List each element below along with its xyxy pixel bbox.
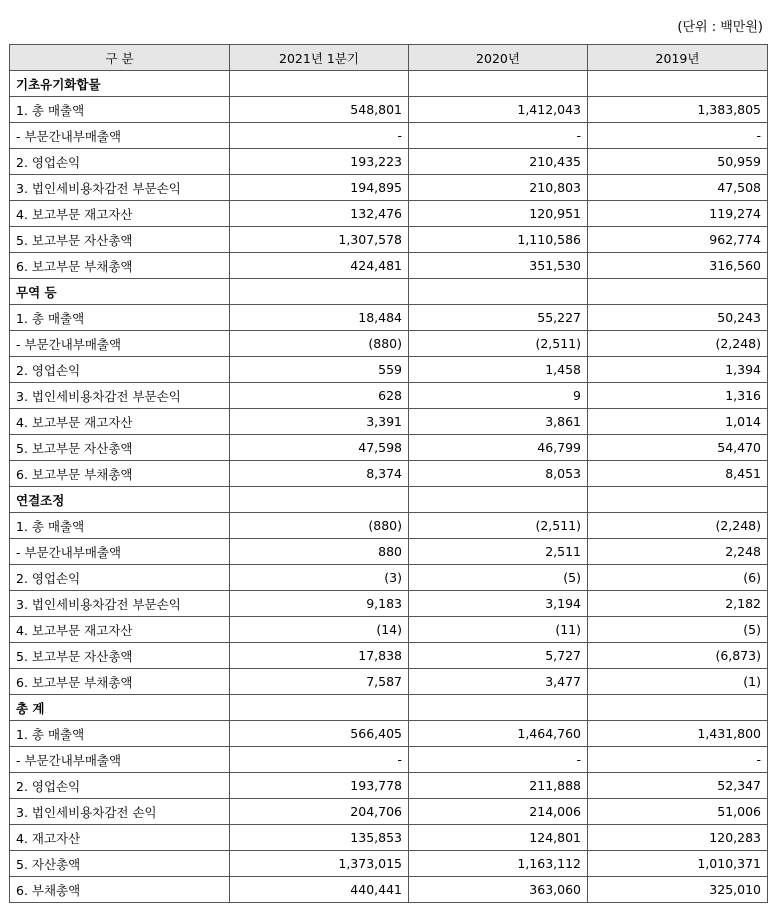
table-row: [10, 97, 768, 123]
table-row: [10, 513, 768, 539]
value-cell: [588, 279, 768, 305]
row-label: 1. 총 매출액: [10, 721, 230, 747]
value-cell: 210,435: [409, 149, 588, 175]
value-cell: 424,481: [230, 253, 409, 279]
table-row: [10, 253, 768, 279]
row-label: 1. 총 매출액: [10, 305, 230, 331]
value-cell: (2,511): [409, 513, 588, 539]
row-label: 3. 법인세비용차감전 부문손익: [10, 591, 230, 617]
value-cell: [230, 279, 409, 305]
value-cell: 5,727: [409, 643, 588, 669]
value-cell: (2,248): [588, 331, 768, 357]
value-cell: 351,530: [409, 253, 588, 279]
value-cell: 566,405: [230, 721, 409, 747]
value-cell: (2,511): [409, 331, 588, 357]
value-cell: [588, 71, 768, 97]
table-row: [10, 825, 768, 851]
value-cell: 132,476: [230, 201, 409, 227]
row-label: 5. 보고부문 자산총액: [10, 435, 230, 461]
value-cell: 1,383,805: [588, 97, 768, 123]
value-cell: [409, 695, 588, 721]
value-cell: 50,959: [588, 149, 768, 175]
value-cell: 440,441: [230, 877, 409, 903]
section-row: [10, 71, 768, 97]
value-cell: -: [409, 123, 588, 149]
table-row: [10, 851, 768, 877]
table-row: [10, 383, 768, 409]
value-cell: [409, 279, 588, 305]
row-label: 3. 법인세비용차감전 부문손익: [10, 383, 230, 409]
value-cell: 3,861: [409, 409, 588, 435]
value-cell: 1,431,800: [588, 721, 768, 747]
table-row: [10, 617, 768, 643]
value-cell: (880): [230, 331, 409, 357]
row-label: 6. 보고부문 부채총액: [10, 461, 230, 487]
value-cell: -: [588, 747, 768, 773]
value-cell: 1,010,371: [588, 851, 768, 877]
value-cell: 2,182: [588, 591, 768, 617]
value-cell: 17,838: [230, 643, 409, 669]
row-label: 2. 영업손익: [10, 773, 230, 799]
row-label: 4. 재고자산: [10, 825, 230, 851]
table-row: [10, 669, 768, 695]
table-row: [10, 435, 768, 461]
value-cell: [230, 487, 409, 513]
row-label: - 부문간내부매출액: [10, 747, 230, 773]
value-cell: 120,283: [588, 825, 768, 851]
table-row: [10, 721, 768, 747]
value-cell: 1,163,112: [409, 851, 588, 877]
header-2020: 2020년: [409, 45, 588, 71]
section-row: [10, 695, 768, 721]
row-label: 4. 보고부문 재고자산: [10, 409, 230, 435]
value-cell: 52,347: [588, 773, 768, 799]
table-header-row: [10, 45, 768, 71]
table-row: [10, 305, 768, 331]
row-label: 1. 총 매출액: [10, 97, 230, 123]
row-label: 5. 보고부문 자산총액: [10, 643, 230, 669]
value-cell: 8,451: [588, 461, 768, 487]
table-row: [10, 877, 768, 903]
row-label: 3. 법인세비용차감전 손익: [10, 799, 230, 825]
table-row: [10, 357, 768, 383]
row-label: 6. 보고부문 부채총액: [10, 253, 230, 279]
value-cell: 214,006: [409, 799, 588, 825]
row-label: 5. 보고부문 자산총액: [10, 227, 230, 253]
table-row: [10, 747, 768, 773]
value-cell: 880: [230, 539, 409, 565]
value-cell: 193,223: [230, 149, 409, 175]
value-cell: 325,010: [588, 877, 768, 903]
value-cell: 47,598: [230, 435, 409, 461]
table-row: [10, 773, 768, 799]
value-cell: (6,873): [588, 643, 768, 669]
row-label: 1. 총 매출액: [10, 513, 230, 539]
value-cell: (1): [588, 669, 768, 695]
row-label: 6. 부채총액: [10, 877, 230, 903]
value-cell: 51,006: [588, 799, 768, 825]
value-cell: 9: [409, 383, 588, 409]
value-cell: [588, 487, 768, 513]
table-row: [10, 565, 768, 591]
value-cell: 55,227: [409, 305, 588, 331]
section-label: 총 계: [10, 695, 230, 721]
table-body: [10, 71, 768, 903]
value-cell: 363,060: [409, 877, 588, 903]
section-label: 연결조정: [10, 487, 230, 513]
row-label: 3. 법인세비용차감전 부문손익: [10, 175, 230, 201]
value-cell: 210,803: [409, 175, 588, 201]
value-cell: 3,477: [409, 669, 588, 695]
value-cell: 46,799: [409, 435, 588, 461]
section-label: 무역 등: [10, 279, 230, 305]
row-label: 4. 보고부문 재고자산: [10, 201, 230, 227]
value-cell: 559: [230, 357, 409, 383]
value-cell: 9,183: [230, 591, 409, 617]
value-cell: 8,374: [230, 461, 409, 487]
value-cell: 316,560: [588, 253, 768, 279]
value-cell: 50,243: [588, 305, 768, 331]
value-cell: 1,014: [588, 409, 768, 435]
value-cell: 54,470: [588, 435, 768, 461]
section-row: [10, 279, 768, 305]
table-row: [10, 591, 768, 617]
value-cell: 120,951: [409, 201, 588, 227]
value-cell: [409, 71, 588, 97]
row-label: 5. 자산총액: [10, 851, 230, 877]
value-cell: 1,464,760: [409, 721, 588, 747]
value-cell: 548,801: [230, 97, 409, 123]
section-row: [10, 487, 768, 513]
value-cell: 3,391: [230, 409, 409, 435]
table-row: [10, 149, 768, 175]
table-row: [10, 409, 768, 435]
value-cell: [230, 71, 409, 97]
value-cell: (5): [588, 617, 768, 643]
value-cell: 1,307,578: [230, 227, 409, 253]
table-row: [10, 539, 768, 565]
row-label: - 부문간내부매출액: [10, 331, 230, 357]
value-cell: 3,194: [409, 591, 588, 617]
value-cell: -: [230, 747, 409, 773]
value-cell: [409, 487, 588, 513]
value-cell: 18,484: [230, 305, 409, 331]
segment-table: [9, 44, 768, 903]
value-cell: (2,248): [588, 513, 768, 539]
row-label: 6. 보고부문 부채총액: [10, 669, 230, 695]
row-label: - 부문간내부매출액: [10, 539, 230, 565]
value-cell: 628: [230, 383, 409, 409]
value-cell: (5): [409, 565, 588, 591]
value-cell: (6): [588, 565, 768, 591]
row-label: 4. 보고부문 재고자산: [10, 617, 230, 643]
table-row: [10, 175, 768, 201]
value-cell: 119,274: [588, 201, 768, 227]
value-cell: 2,248: [588, 539, 768, 565]
header-2019: 2019년: [588, 45, 768, 71]
value-cell: 211,888: [409, 773, 588, 799]
value-cell: 124,801: [409, 825, 588, 851]
header-category: 구 분: [10, 45, 230, 71]
row-label: - 부문간내부매출액: [10, 123, 230, 149]
value-cell: 1,458: [409, 357, 588, 383]
table-row: [10, 799, 768, 825]
unit-note: (단위 : 백만원): [677, 20, 763, 35]
table-row: [10, 227, 768, 253]
table-row: [10, 643, 768, 669]
value-cell: -: [409, 747, 588, 773]
value-cell: 962,774: [588, 227, 768, 253]
value-cell: 1,394: [588, 357, 768, 383]
value-cell: 1,110,586: [409, 227, 588, 253]
value-cell: 194,895: [230, 175, 409, 201]
header-2021q1: 2021년 1분기: [230, 45, 409, 71]
value-cell: 193,778: [230, 773, 409, 799]
value-cell: 1,373,015: [230, 851, 409, 877]
value-cell: 1,412,043: [409, 97, 588, 123]
value-cell: 204,706: [230, 799, 409, 825]
value-cell: 2,511: [409, 539, 588, 565]
value-cell: (11): [409, 617, 588, 643]
table-row: [10, 123, 768, 149]
value-cell: 1,316: [588, 383, 768, 409]
value-cell: 7,587: [230, 669, 409, 695]
value-cell: -: [588, 123, 768, 149]
value-cell: 135,853: [230, 825, 409, 851]
value-cell: 47,508: [588, 175, 768, 201]
row-label: 2. 영업손익: [10, 565, 230, 591]
value-cell: [230, 695, 409, 721]
section-label: 기초유기화합물: [10, 71, 230, 97]
value-cell: (14): [230, 617, 409, 643]
table-row: [10, 331, 768, 357]
value-cell: [588, 695, 768, 721]
value-cell: (880): [230, 513, 409, 539]
table-row: [10, 201, 768, 227]
row-label: 2. 영업손익: [10, 149, 230, 175]
table-row: [10, 461, 768, 487]
value-cell: (3): [230, 565, 409, 591]
value-cell: 8,053: [409, 461, 588, 487]
row-label: 2. 영업손익: [10, 357, 230, 383]
value-cell: -: [230, 123, 409, 149]
